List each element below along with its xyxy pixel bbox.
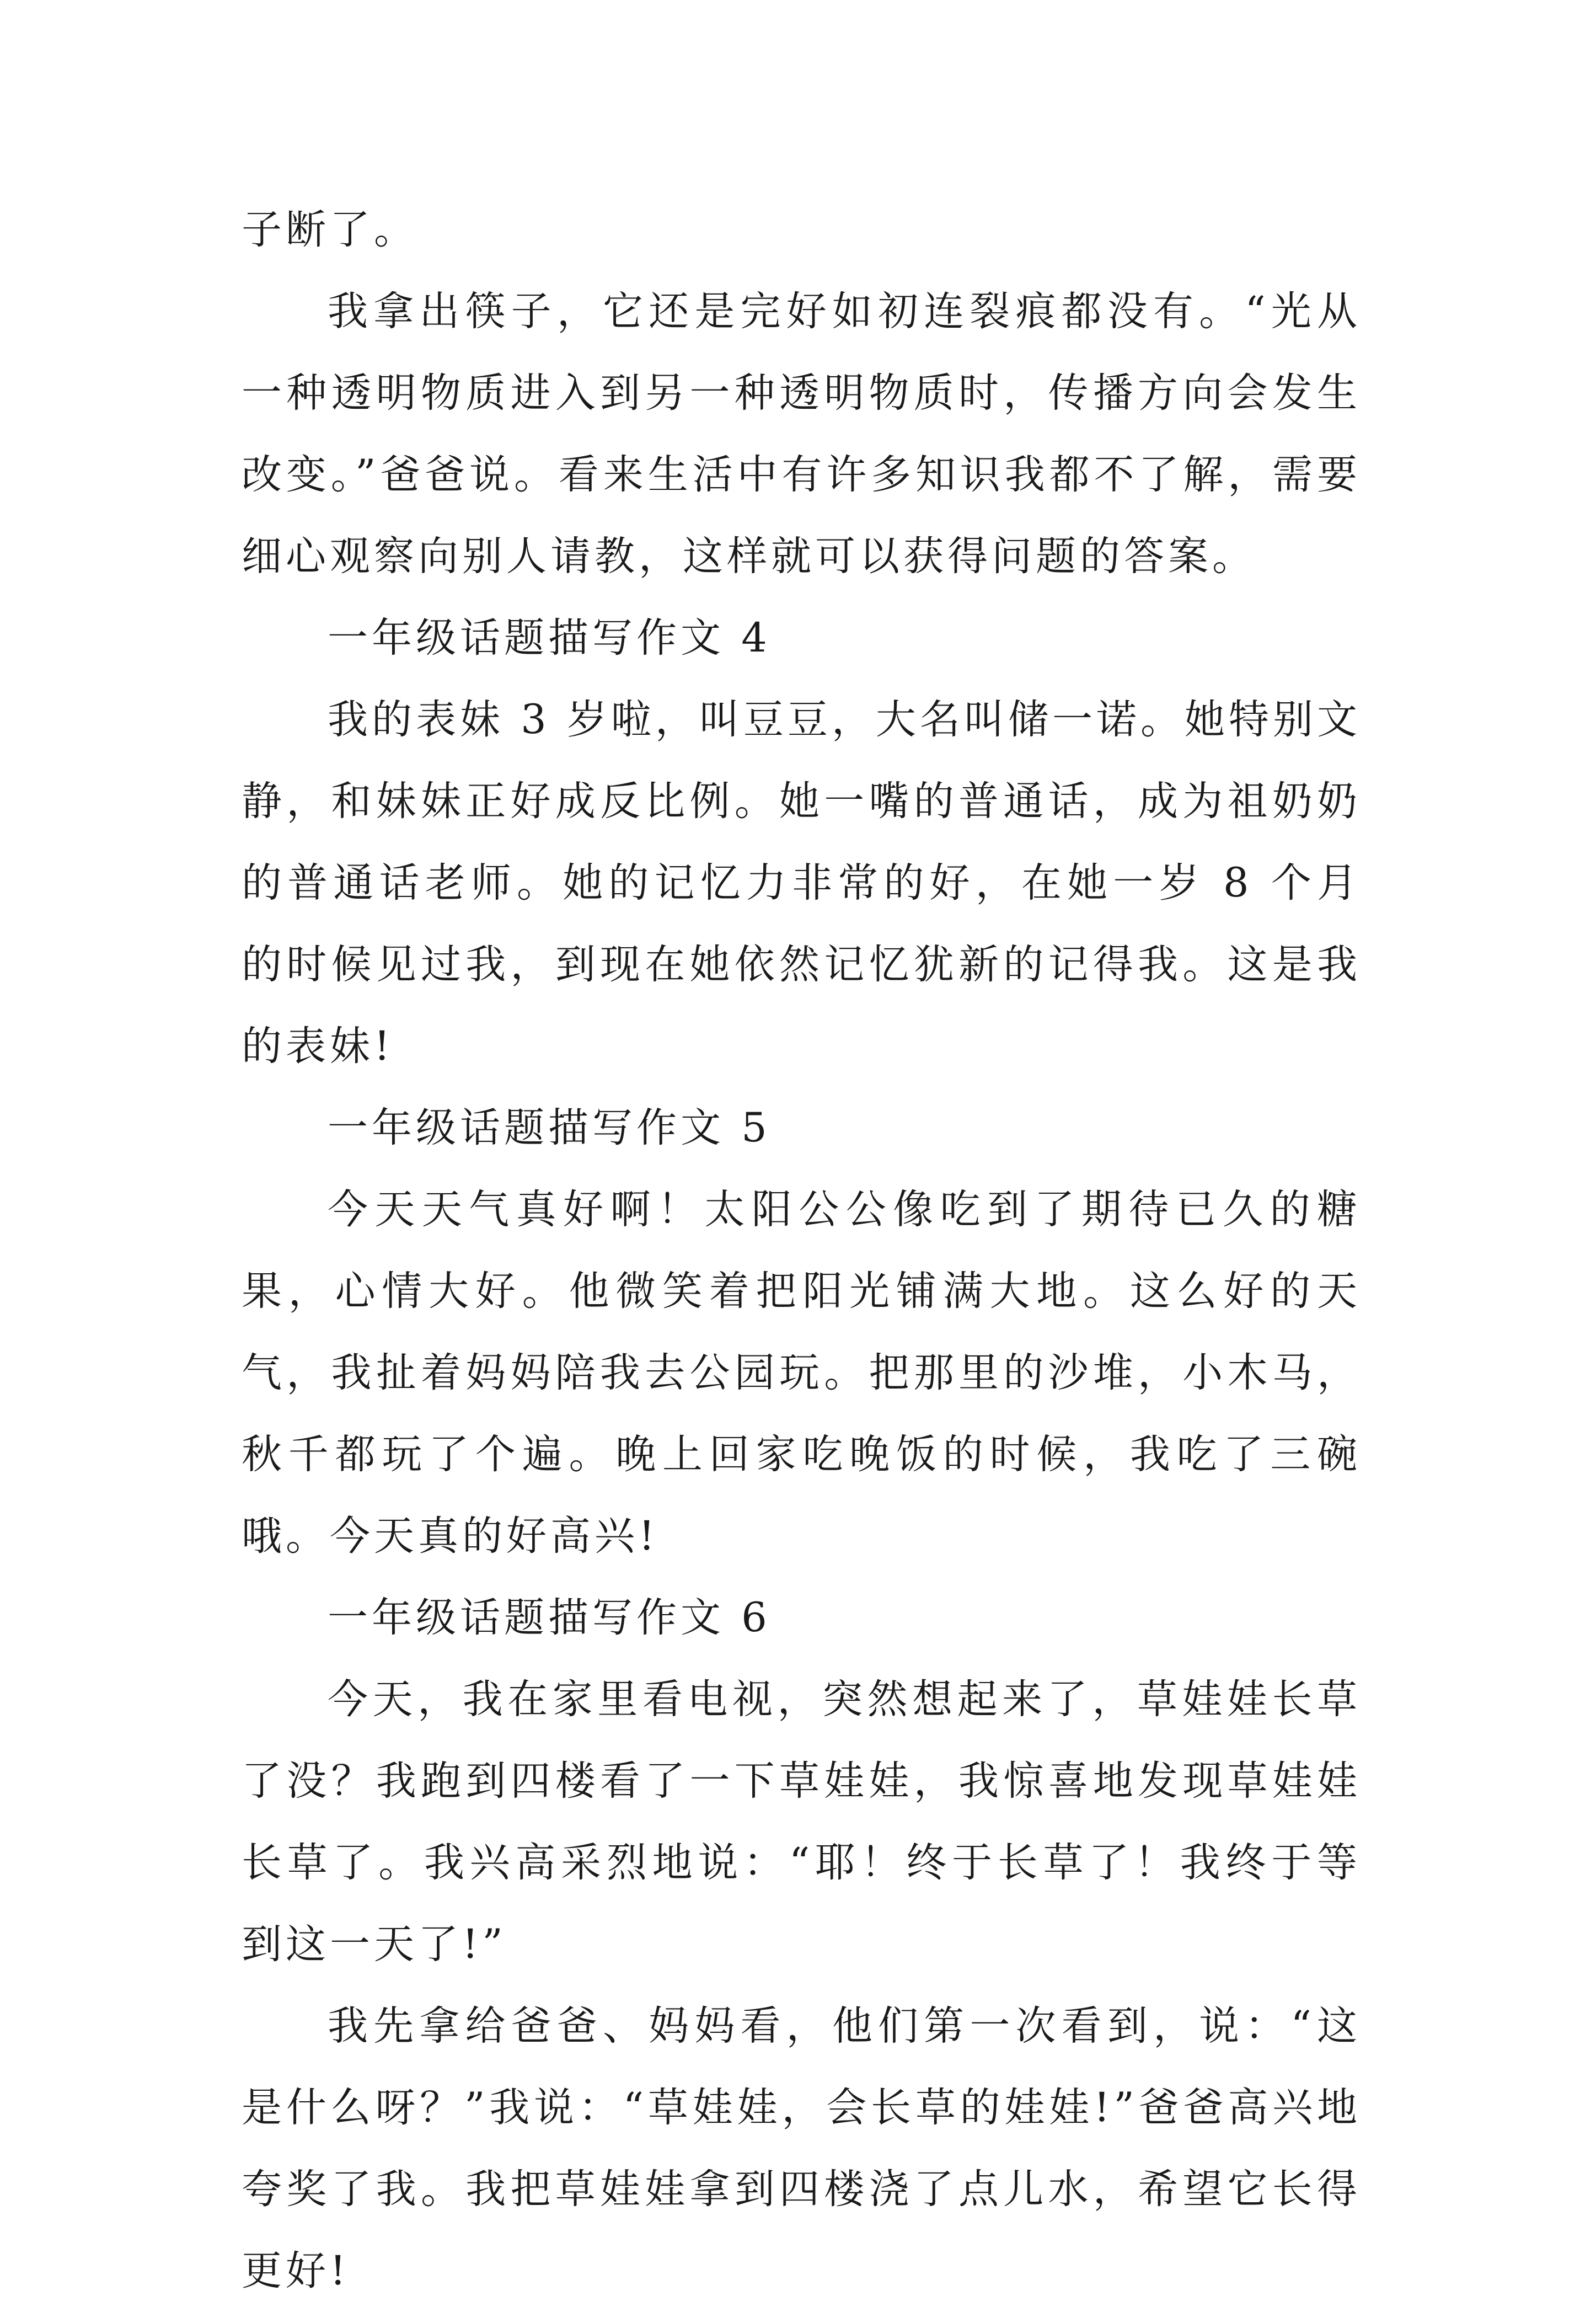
- essay-heading-6: 一年级话题描写作文 6: [328, 1594, 771, 1641]
- paragraph-park: 今天天气真好啊！太阳公公像吃到了期待已久的糖果，心情大好。他微笑着把阳光铺满大地。这么好的天气，我扯着妈妈陪我去公园玩。把那里的沙堆，小木马，秋千都玩了个遍。晚上回家吃晚饭的时候，我吃了三碗哦。今天真的好高兴!: [242, 1186, 1361, 1560]
- paragraph-continuation: 子断了。: [242, 206, 418, 253]
- paragraph-grass-doll: 今天，我在家里看电视，突然想起来了，草娃娃长草了没？我跑到四楼看了一下草娃娃，我惊喜地发现草娃娃长草了。我兴高采烈地说：“耶！终于长草了！我终于等到这一天了!”: [242, 1676, 1361, 1968]
- paragraph-cousin: 我的表妹 3 岁啦，叫豆豆，大名叫储一诺。她特别文静，和妹妹正好成反比例。她一嘴的普通话，成为祖奶奶的普通话老师。她的记忆力非常的好，在她一岁 8 个月的时候见过我，到现在她依然记忆犹新的记得我。这是我的表妹!: [242, 696, 1361, 1070]
- document-body: [242, 189, 1361, 2312]
- paragraph-chopsticks: 我拿出筷子，它还是完好如初连裂痕都没有。“光从一种透明物质进入到另一种透明物质时，传播方向会发生改变。”爸爸说。看来生活中有许多知识我都不了解，需要细心观察向别人请教，这样就可以获得问题的答案。: [242, 288, 1361, 580]
- paragraph-show-parents: 我先拿给爸爸、妈妈看，他们第一次看到，说：“这是什么呀？”我说：“草娃娃，会长草的娃娃!”爸爸高兴地夸奖了我。我把草娃娃拿到四楼浇了点儿水，希望它长得更好!: [242, 2003, 1361, 2294]
- essay-heading-4: 一年级话题描写作文 4: [328, 615, 771, 661]
- essay-heading-5: 一年级话题描写作文 5: [328, 1104, 771, 1151]
